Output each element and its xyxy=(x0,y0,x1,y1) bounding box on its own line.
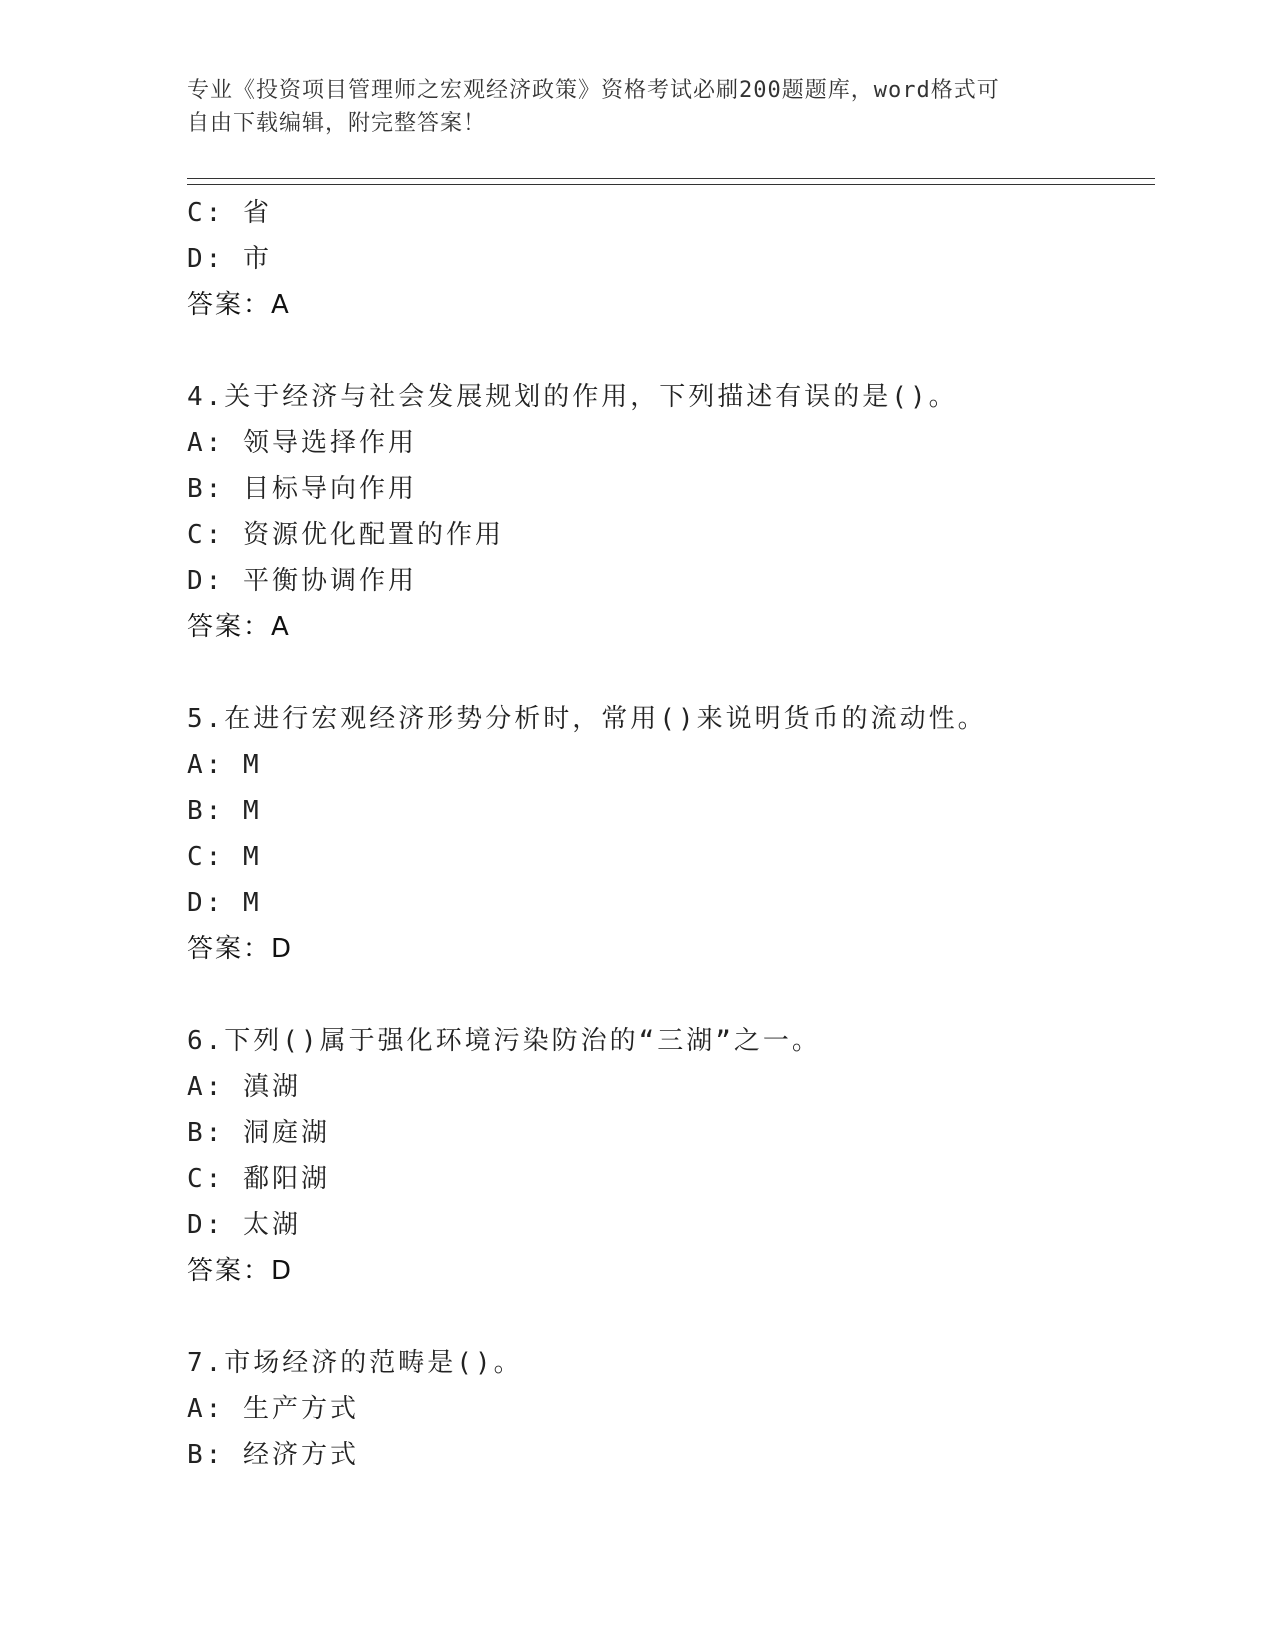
option-a: A: 生产方式 xyxy=(187,1394,359,1424)
question-6 xyxy=(187,1018,1147,1294)
option-b: B: 洞庭湖 xyxy=(187,1118,330,1148)
option-c: C: 资源优化配置的作用 xyxy=(187,520,504,550)
question-5 xyxy=(187,696,1147,972)
question-stem: 4.关于经济与社会发展规划的作用，下列描述有误的是()。 xyxy=(187,382,958,412)
question-4 xyxy=(187,374,1147,650)
answer: 答案：A xyxy=(187,612,291,642)
spacer xyxy=(187,1294,1147,1340)
option-d: D: 市 xyxy=(187,244,272,274)
question-stem: 5.在进行宏观经济形势分析时，常用()来说明货币的流动性。 xyxy=(187,704,987,734)
question-stem: 7.市场经济的范畴是()。 xyxy=(187,1348,523,1378)
header-divider xyxy=(187,178,1155,185)
option-a: A: M xyxy=(187,750,262,780)
question-3-partial xyxy=(187,190,1147,328)
option-c: C: 省 xyxy=(187,198,272,228)
question-list xyxy=(187,190,1147,1478)
document-header xyxy=(187,74,1087,140)
option-c: C: M xyxy=(187,842,262,872)
answer: 答案：D xyxy=(187,934,294,964)
question-7 xyxy=(187,1340,1147,1478)
option-a: A: 滇湖 xyxy=(187,1072,301,1102)
spacer xyxy=(187,328,1147,374)
spacer xyxy=(187,650,1147,696)
header-line-2: 自由下载编辑，附完整答案！ xyxy=(187,111,487,136)
option-b: B: 目标导向作用 xyxy=(187,474,417,504)
option-b: B: 经济方式 xyxy=(187,1440,359,1470)
option-d: D: 平衡协调作用 xyxy=(187,566,417,596)
option-d: D: 太湖 xyxy=(187,1210,301,1240)
spacer xyxy=(187,972,1147,1018)
answer: 答案：D xyxy=(187,1256,294,1286)
option-c: C: 鄱阳湖 xyxy=(187,1164,330,1194)
header-line-1: 专业《投资项目管理师之宏观经济政策》资格考试必刷200题题库，word格式可 xyxy=(187,78,1000,103)
option-a: A: 领导选择作用 xyxy=(187,428,417,458)
answer: 答案：A xyxy=(187,290,291,320)
question-stem: 6.下列()属于强化环境污染防治的“三湖”之一。 xyxy=(187,1026,821,1056)
option-b: B: M xyxy=(187,796,262,826)
option-d: D: M xyxy=(187,888,262,918)
